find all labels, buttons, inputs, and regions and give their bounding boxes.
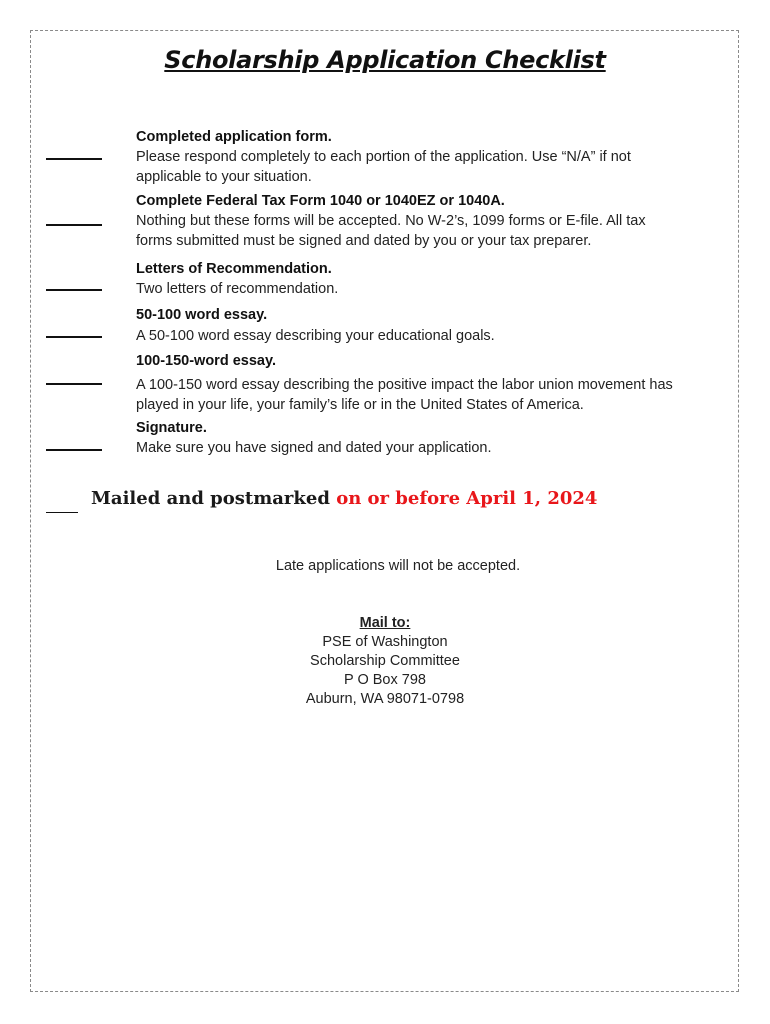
address-heading: Mail to: bbox=[359, 615, 411, 631]
item-description-line: A 50-100 word essay describing your educational goals. bbox=[136, 328, 495, 344]
item-description bbox=[136, 279, 721, 299]
item-description bbox=[136, 375, 721, 415]
item-title: Letters of Recommendation. bbox=[136, 261, 332, 277]
address-line: Auburn, WA 98071-0798 bbox=[305, 691, 465, 707]
item-title: 100-150-word essay. bbox=[136, 353, 276, 369]
item-description-line: Two letters of recommendation. bbox=[136, 281, 339, 297]
mailing-deadline-row bbox=[0, 488, 770, 522]
item-description bbox=[136, 438, 721, 458]
address-line: Scholarship Committee bbox=[310, 653, 460, 669]
checkbox-blank-line[interactable] bbox=[46, 158, 102, 160]
mailing-address-block bbox=[0, 614, 770, 709]
item-description-line: played in your life, your family’s life or in the United States of America. bbox=[136, 397, 584, 413]
mailing-deadline-date: on or before April 1, 2024 bbox=[336, 488, 598, 509]
checkbox-blank-line[interactable] bbox=[46, 289, 102, 291]
mailing-label: Mailed and postmarked bbox=[91, 488, 337, 509]
checkbox-blank-line[interactable] bbox=[46, 336, 102, 338]
item-description bbox=[136, 211, 721, 251]
checkbox-blank-line[interactable] bbox=[46, 512, 78, 513]
item-description bbox=[136, 326, 721, 346]
item-description bbox=[136, 147, 721, 187]
item-title: Signature. bbox=[136, 420, 207, 436]
item-description-line: Please respond completely to each portion of the application. Use “N/A” if not bbox=[136, 149, 631, 165]
item-description-line: A 100-150 word essay describing the positive impact the labor union movement has bbox=[136, 377, 673, 393]
item-title: Complete Federal Tax Form 1040 or 1040EZ or 1040A. bbox=[136, 193, 505, 209]
item-title: Completed application form. bbox=[136, 129, 332, 145]
item-title: 50-100 word essay. bbox=[136, 307, 268, 323]
item-description-line: Nothing but these forms will be accepted. No W-2’s, 1099 forms or E-file. All tax bbox=[136, 213, 646, 229]
item-description-line: applicable to your situation. bbox=[136, 169, 312, 185]
address-line: P O Box 798 bbox=[344, 672, 426, 688]
checkbox-blank-line[interactable] bbox=[46, 383, 102, 385]
page-title: Scholarship Application Checklist bbox=[164, 46, 606, 74]
mailing-deadline-text bbox=[91, 488, 597, 509]
item-description-line: forms submitted must be signed and dated by you or your tax preparer. bbox=[136, 233, 592, 249]
address-line: PSE of Washington bbox=[322, 634, 448, 650]
item-description-line: Make sure you have signed and dated your application. bbox=[136, 440, 492, 456]
late-applications-notice: Late applications will not be accepted. bbox=[275, 558, 521, 574]
checkbox-blank-line[interactable] bbox=[46, 224, 102, 226]
checkbox-blank-line[interactable] bbox=[46, 449, 102, 451]
